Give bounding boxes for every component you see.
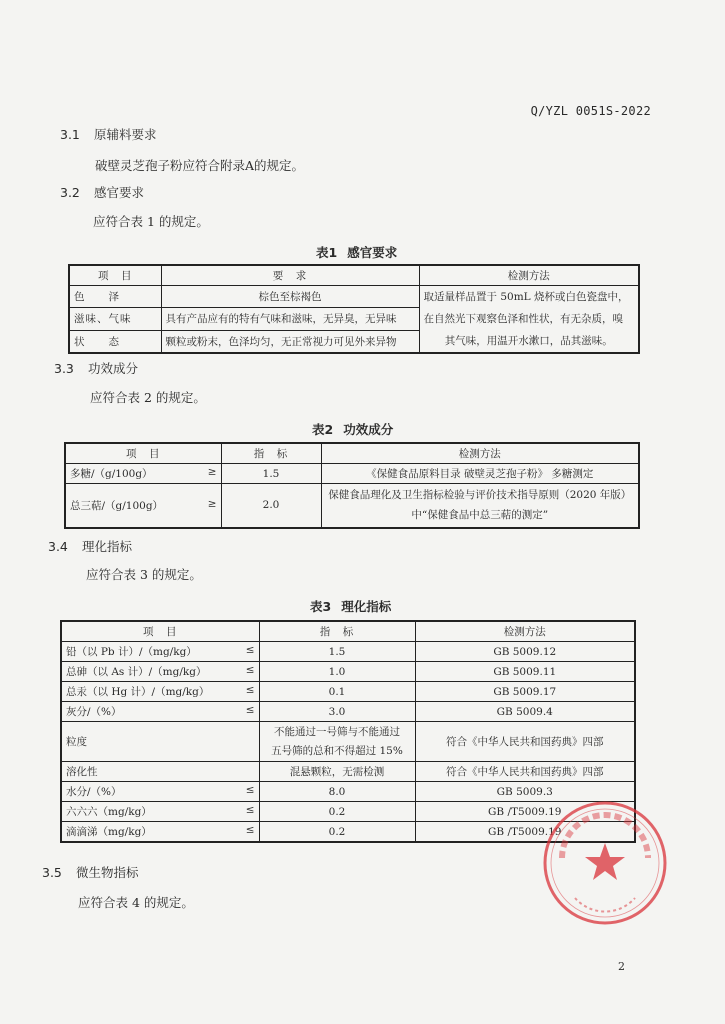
- table-cell: 多糖/（g/100g） ≥: [65, 464, 221, 484]
- section-3-4-heading: 3.4 理化指标: [48, 539, 133, 554]
- doc-code: Q/YZL 0051S-2022: [530, 104, 651, 118]
- table-cell: 状 态: [69, 330, 161, 353]
- section-3-3-text: 应符合表 2 的规定。: [90, 390, 206, 405]
- table-cell: 总汞（以 Hg 计）/（mg/kg） ≤: [61, 682, 259, 702]
- table-cell: 《保健食品原料目录 破壁灵芝孢子粉》 多糖测定: [321, 464, 639, 484]
- table-row: [65, 443, 639, 464]
- table-row: [61, 662, 635, 682]
- section-3-2-heading: 3.2 感官要求: [60, 185, 145, 200]
- table-cell: GB /T5009.19: [415, 822, 635, 843]
- table-header-cell: 要 求: [161, 265, 419, 286]
- table-row: [61, 702, 635, 722]
- table-cell: GB 5009.17: [415, 682, 635, 702]
- table-cell: 总砷（以 As 计）/（mg/kg） ≤: [61, 662, 259, 682]
- table-2-functional-components: [64, 442, 640, 529]
- table-cell: 0.1: [259, 682, 415, 702]
- table-row: [69, 265, 639, 286]
- table-header-cell: 检测方法: [419, 265, 639, 286]
- table-cell: 1.5: [221, 464, 321, 484]
- table-cell: 1.5: [259, 642, 415, 662]
- section-3-5-text: 应符合表 4 的规定。: [78, 895, 194, 910]
- table-1-caption: 表1 感官要求: [316, 245, 398, 260]
- table-1-sensory: [68, 264, 640, 354]
- table-2-caption: 表2 功效成分: [312, 422, 394, 437]
- table-cell: 0.2: [259, 822, 415, 843]
- table-cell: 颗粒或粉末，色泽均匀，无正常视力可见外来异物: [161, 330, 419, 353]
- section-3-1-heading: 3.1 原辅料要求: [60, 127, 157, 142]
- table-cell: 色 泽: [69, 286, 161, 308]
- section-3-2-text: 应符合表 1 的规定。: [93, 214, 209, 229]
- table-cell: 粒度: [61, 722, 259, 762]
- table-cell: 混悬颗粒，无需检测: [259, 762, 415, 782]
- table-cell: GB /T5009.19: [415, 802, 635, 822]
- table-cell: 保健食品理化及卫生指标检验与评价技术指导原则（2020 年版） 中“保健食品中总三萜的测定”: [321, 484, 639, 528]
- table-cell: 水分/（%） ≤: [61, 782, 259, 802]
- table-cell: 溶化性: [61, 762, 259, 782]
- section-3-5-heading: 3.5 微生物指标: [42, 865, 139, 880]
- table-row: [61, 762, 635, 782]
- section-3-1-text: 破壁灵芝孢子粉应符合附录A的规定。: [95, 158, 305, 173]
- table-cell: GB 5009.4: [415, 702, 635, 722]
- table-row: [65, 464, 639, 484]
- table-cell: 符合《中华人民共和国药典》四部: [415, 762, 635, 782]
- table-header-cell: 检测方法: [415, 621, 635, 642]
- table-3-caption: 表3 理化指标: [310, 599, 392, 614]
- table-row: [65, 484, 639, 528]
- table-cell: 铅（以 Pb 计）/（mg/kg） ≤: [61, 642, 259, 662]
- table-cell: GB 5009.11: [415, 662, 635, 682]
- table-cell: 1.0: [259, 662, 415, 682]
- table-row: [69, 286, 639, 308]
- table-header-cell: 检测方法: [321, 443, 639, 464]
- table-cell: 滋味、气味: [69, 308, 161, 330]
- table-cell: 总三萜/（g/100g） ≥: [65, 484, 221, 528]
- table-cell: 2.0: [221, 484, 321, 528]
- table-header-cell: 项 目: [61, 621, 259, 642]
- table-cell: 滴滴涕（mg/kg） ≤: [61, 822, 259, 843]
- table-cell: 具有产品应有的特有气味和滋味，无异臭，无异味: [161, 308, 419, 330]
- table-cell: 0.2: [259, 802, 415, 822]
- table-cell: 8.0: [259, 782, 415, 802]
- table-cell: GB 5009.3: [415, 782, 635, 802]
- table-cell: 符合《中华人民共和国药典》四部: [415, 722, 635, 762]
- table-cell-method: 取适量样品置于 50mL 烧杯或白色瓷盘中， 在自然光下观察色泽和性状，有无杂质，嗅 其气味，用温开水漱口，品其滋味。: [419, 286, 639, 354]
- table-header-cell: 指 标: [259, 621, 415, 642]
- table-row: [61, 682, 635, 702]
- table-cell: GB 5009.12: [415, 642, 635, 662]
- section-3-4-text: 应符合表 3 的规定。: [86, 567, 202, 582]
- table-cell: 六六六（mg/kg） ≤: [61, 802, 259, 822]
- table-row: [61, 621, 635, 642]
- section-3-3-heading: 3.3 功效成分: [54, 361, 139, 376]
- page-number: 2: [618, 960, 625, 973]
- company-seal-stamp-icon: [540, 798, 670, 928]
- table-header-cell: 项 目: [65, 443, 221, 464]
- table-row: [61, 642, 635, 662]
- table-cell: 灰分/（%） ≤: [61, 702, 259, 722]
- table-header-cell: 指 标: [221, 443, 321, 464]
- table-header-cell: 项 目: [69, 265, 161, 286]
- table-cell: 棕色至棕褐色: [161, 286, 419, 308]
- table-row: [61, 722, 635, 762]
- table-cell: 3.0: [259, 702, 415, 722]
- table-cell: 不能通过一号筛与不能通过 五号筛的总和不得超过 15%: [259, 722, 415, 762]
